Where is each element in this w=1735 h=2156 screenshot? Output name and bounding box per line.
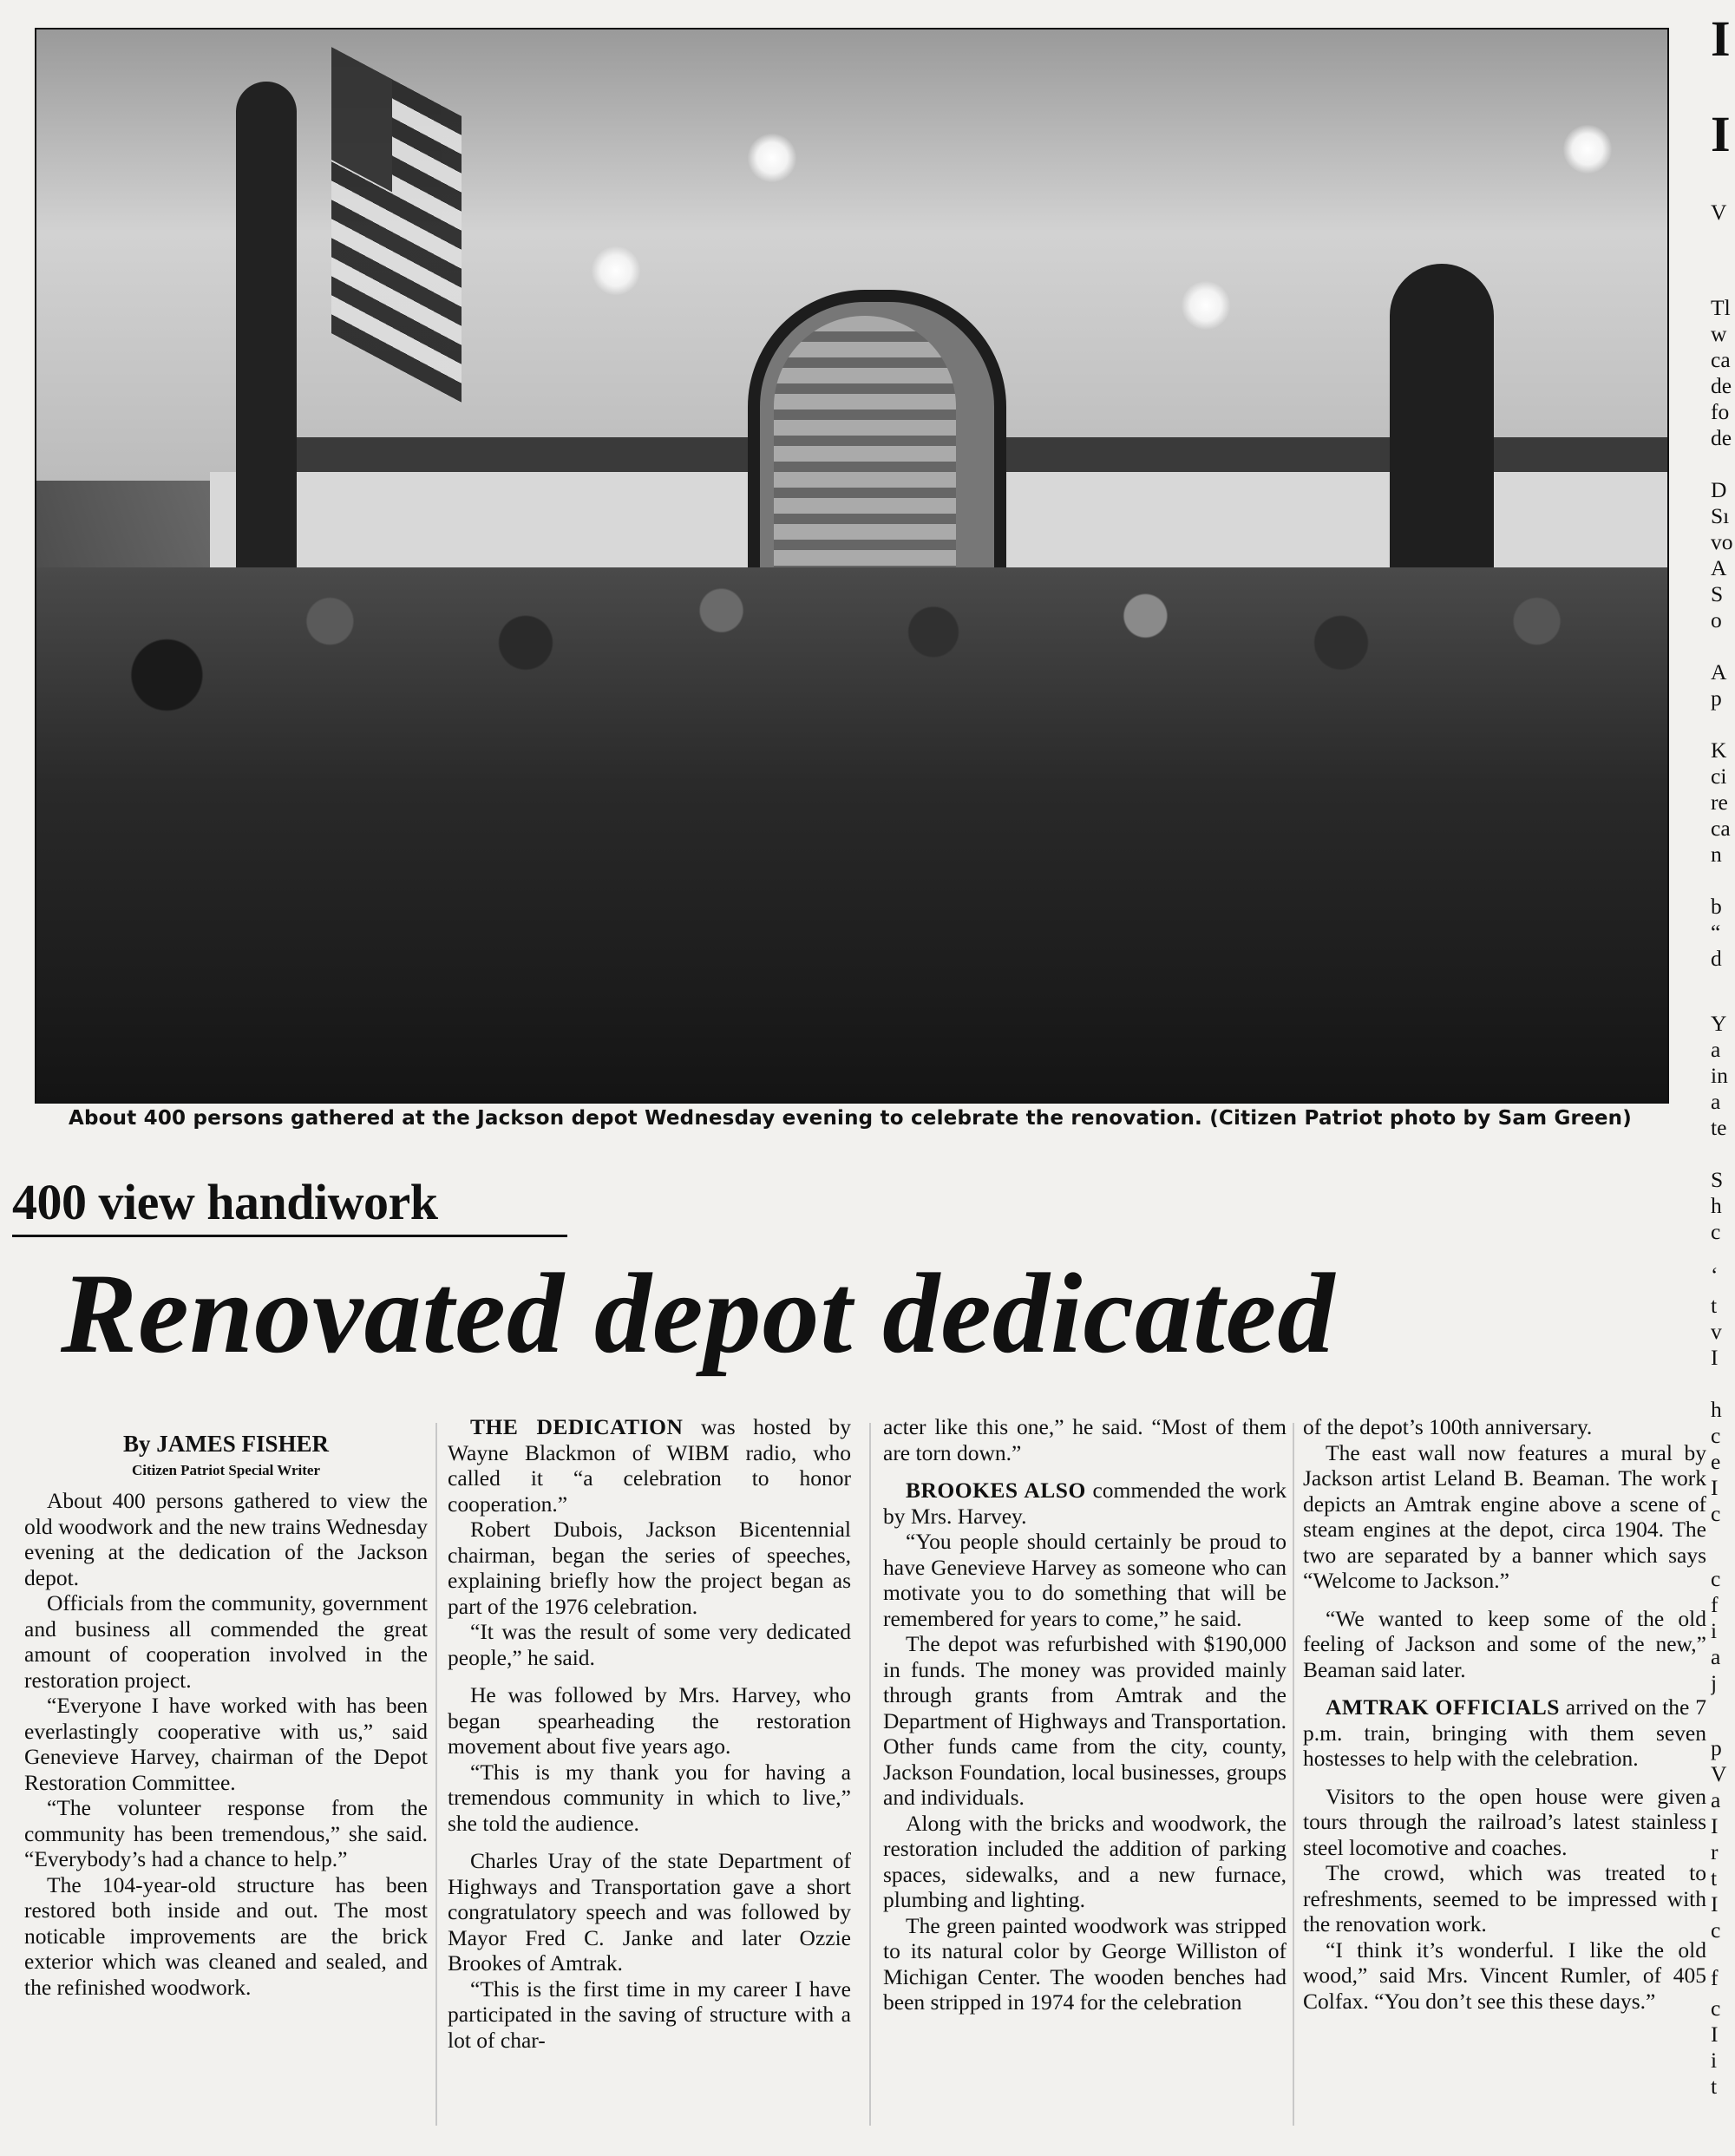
fragment-text: t bbox=[1711, 2074, 1718, 2099]
fragment-text: a bbox=[1711, 1644, 1721, 1669]
byline-name: By JAMES FISHER bbox=[122, 1431, 330, 1457]
fragment-text: de bbox=[1711, 425, 1732, 450]
paragraph: Visitors to the open house were given tours through the railroad’s latest stainless steel locomotive and coaches. bbox=[1303, 1783, 1706, 1860]
fragment-text: I bbox=[1711, 106, 1731, 162]
fragment-text: I bbox=[1711, 1345, 1719, 1370]
paragraph bbox=[883, 1478, 1287, 1529]
fragment-text: t bbox=[1711, 1865, 1718, 1891]
ceiling-lamp bbox=[1182, 281, 1230, 330]
fragment-text: D bbox=[1711, 477, 1727, 502]
fragment-text: V bbox=[1711, 1761, 1727, 1786]
paragraph bbox=[448, 1414, 851, 1517]
paragraph: “This is the first time in my career I have participated in the saving of structure with a lot of char- bbox=[448, 1976, 851, 2053]
paragraph: The east wall now features a mural by Jackson artist Leland B. Beaman. The work depicts an Amtrak engine above a scene of steam engines at the depot, circa 1904. The two are separated by a banner which says “Welcome to Jackson.” bbox=[1303, 1439, 1706, 1593]
fragment-text: t bbox=[1711, 1293, 1718, 1318]
paragraph-text: was hosted by Wayne Blackmon of WIBM radio, who called it “a celebration to honor cooperation.” bbox=[448, 1414, 852, 1517]
fragment-text: p bbox=[1711, 685, 1722, 711]
paragraph: “You people should certainly be proud to have Genevieve Harvey as someone who can motivate you to do something that will be remembered for years to come,” he said. bbox=[883, 1529, 1287, 1631]
fragment-text: S bbox=[1711, 1167, 1724, 1192]
fragment-text: c bbox=[1711, 1219, 1721, 1244]
fragment-text: v bbox=[1711, 1319, 1722, 1344]
fragment-text: I bbox=[1711, 1891, 1719, 1917]
fragment-text: Y bbox=[1711, 1011, 1727, 1036]
paragraph: Officials from the community, government and business all commended the great amount of cooperation involved in the restoration project. bbox=[24, 1590, 428, 1693]
fragment-text: vo bbox=[1711, 529, 1733, 554]
fragment-text: r bbox=[1711, 1839, 1719, 1864]
fragment-text: h bbox=[1711, 1397, 1722, 1422]
paragraph: “The volunteer response from the community has been tremendous,” she said. “Everybody’s had a chance to help.” bbox=[24, 1795, 428, 1871]
fragment-text: K bbox=[1711, 737, 1727, 763]
fragment-text: c bbox=[1711, 1501, 1721, 1526]
fragment-text: A bbox=[1711, 555, 1727, 580]
paragraph: The crowd, which was treated to refreshments, seemed to be impressed with the renovation work. bbox=[1303, 1860, 1706, 1936]
column-rule bbox=[869, 1423, 871, 2126]
paragraph: acter like this one,” he said. “Most of them are torn down.” bbox=[883, 1414, 1287, 1465]
fragment-text: c bbox=[1711, 1917, 1721, 1943]
article-column-1 bbox=[24, 1432, 428, 2000]
paragraph: “I think it’s wonderful. I like the old wood,” said Mrs. Vincent Rumler, of 405 Colfax. “You don’t see this these days.” bbox=[1303, 1936, 1706, 2014]
paragraph: “Everyone I have worked with has been everlastingly cooperative with us,” said Genevieve Harvey, chairman of the Depot Restoration Committee. bbox=[24, 1693, 428, 1795]
column-rule bbox=[435, 1423, 437, 2126]
paragraph: Along with the bricks and woodwork, the restoration included the addition of parking spaces, sidewalks, and a new furnace, plumbing and lighting. bbox=[883, 1810, 1287, 1912]
fragment-text: V bbox=[1711, 200, 1727, 225]
fragment-text: p bbox=[1711, 1735, 1722, 1760]
photo-mural bbox=[774, 316, 956, 602]
ceiling-lamp bbox=[1563, 125, 1612, 174]
fragment-text: w bbox=[1711, 321, 1727, 346]
fragment-text: ‘ bbox=[1711, 1262, 1719, 1288]
fragment-text: I bbox=[1711, 1813, 1719, 1838]
paragraph: “It was the result of some very dedicated people,” he said. bbox=[448, 1619, 851, 1670]
adjacent-column-fragments bbox=[1711, 0, 1735, 2156]
subhead-lead: THE DEDICATION bbox=[470, 1414, 684, 1439]
paragraph: The 104-year-old structure has been restored both inside and out. The most noticable improvements are the brick exterior which was cleaned and sealed, and the refinished woodwork. bbox=[24, 1871, 428, 2000]
paragraph: Charles Uray of the state Department of Highways and Transportation gave a short congratulatory speech and was followed by Mayor Fred C. Janke and later Ozzie Brookes of Amtrak. bbox=[448, 1848, 851, 1976]
photo-right-window bbox=[1390, 264, 1494, 593]
fragment-text: i bbox=[1711, 2048, 1718, 2073]
fragment-text: fo bbox=[1711, 399, 1730, 424]
fragment-text: S bbox=[1711, 581, 1724, 606]
kicker-headline: 400 view handiwork bbox=[12, 1173, 567, 1237]
fragment-text: e bbox=[1711, 1449, 1721, 1474]
fragment-text: o bbox=[1711, 607, 1722, 632]
paragraph: The green painted woodwork was stripped to its natural color by George Williston of Michigan Center. The wooden benches had been stripped in 1974 for the celebration bbox=[883, 1912, 1287, 2015]
fragment-text: Tl bbox=[1711, 295, 1731, 320]
fragment-text: ci bbox=[1711, 763, 1727, 789]
fragment-text: c bbox=[1711, 1423, 1721, 1448]
fragment-text: a bbox=[1711, 1089, 1721, 1114]
fragment-text: A bbox=[1711, 659, 1727, 685]
fragment-text: I bbox=[1711, 1475, 1719, 1500]
fragment-text: h bbox=[1711, 1193, 1722, 1218]
fragment-text: te bbox=[1711, 1115, 1727, 1140]
fragment-text: c bbox=[1711, 1566, 1721, 1591]
fragment-text: I bbox=[1711, 10, 1731, 67]
photo-crowd bbox=[36, 567, 1667, 1104]
paragraph-text: commended the work by Mrs. Harvey. bbox=[883, 1478, 1287, 1529]
paragraph: “We wanted to keep some of the old feeling of Jackson and some of the new,” Beaman said later. bbox=[1303, 1605, 1706, 1682]
ceiling-lamp bbox=[748, 134, 796, 182]
paragraph: “This is my thank you for having a tremendous community in which to live,” she told the audience. bbox=[448, 1759, 851, 1836]
fragment-text: c bbox=[1711, 1995, 1721, 2021]
fragment-text: b bbox=[1711, 894, 1722, 919]
fragment-text: d bbox=[1711, 946, 1722, 971]
byline-title: Citizen Patriot Special Writer bbox=[131, 1461, 320, 1478]
depot-crowd-photo bbox=[35, 28, 1669, 1104]
paragraph: of the depot’s 100th anniversary. bbox=[1303, 1414, 1593, 1439]
ceiling-lamp bbox=[592, 246, 640, 295]
fragment-text: i bbox=[1711, 1618, 1718, 1643]
article-column-2 bbox=[448, 1414, 851, 2053]
fragment-text: a bbox=[1711, 1037, 1721, 1062]
paragraph: About 400 persons gathered to view the old woodwork and the new trains Wednesday evening at the dedication of the Jackson depot. bbox=[24, 1488, 428, 1590]
fragment-text: in bbox=[1711, 1063, 1728, 1088]
article-column-4 bbox=[1303, 1414, 1706, 2014]
fragment-text: “ bbox=[1711, 920, 1721, 945]
fragment-text: ca bbox=[1711, 816, 1731, 841]
fragment-text: de bbox=[1711, 373, 1732, 398]
fragment-text: f bbox=[1711, 1592, 1719, 1617]
subhead-lead: BROOKES ALSO bbox=[906, 1478, 1086, 1503]
paragraph bbox=[1303, 1694, 1706, 1772]
fragment-text: j bbox=[1711, 1670, 1718, 1695]
paragraph: Robert Dubois, Jackson Bicentennial chairman, began the series of speeches, explaining briefly how the project began as part of the 1976 celebration. bbox=[448, 1517, 851, 1619]
article-column-3 bbox=[883, 1414, 1287, 2015]
fragment-text: re bbox=[1711, 790, 1728, 815]
paragraph: He was followed by Mrs. Harvey, who began spearheading the restoration movement about five years ago. bbox=[448, 1682, 851, 1759]
paragraph: The depot was refurbished with $190,000 in funds. The money was provided mainly through grants from Amtrak and the Department of Highways and Transportation. Other funds came from the city, county, Jackson Foundation, local businesses, groups and individuals. bbox=[883, 1631, 1287, 1810]
column-rule bbox=[1293, 1423, 1294, 2126]
fragment-text: n bbox=[1711, 842, 1722, 867]
fragment-text: ca bbox=[1711, 347, 1731, 372]
fragment-text: Sı bbox=[1711, 503, 1730, 528]
photo-left-window bbox=[236, 82, 297, 567]
photo-caption: About 400 persons gathered at the Jackson depot Wednesday evening to celebrate the renovation. (Citizen Patriot photo by Sam Green) bbox=[69, 1107, 1632, 1130]
main-headline: Renovated depot dedicated bbox=[61, 1249, 1336, 1377]
fragment-text: f bbox=[1711, 1965, 1719, 1990]
subhead-lead: AMTRAK OFFICIALS bbox=[1326, 1694, 1560, 1720]
paragraph-text: arrived on the 7 p.m. train, bringing with them seven hostesses to help with the celebration. bbox=[1303, 1694, 1706, 1771]
fragment-text: a bbox=[1711, 1787, 1721, 1812]
fragment-text: I bbox=[1711, 2022, 1719, 2047]
